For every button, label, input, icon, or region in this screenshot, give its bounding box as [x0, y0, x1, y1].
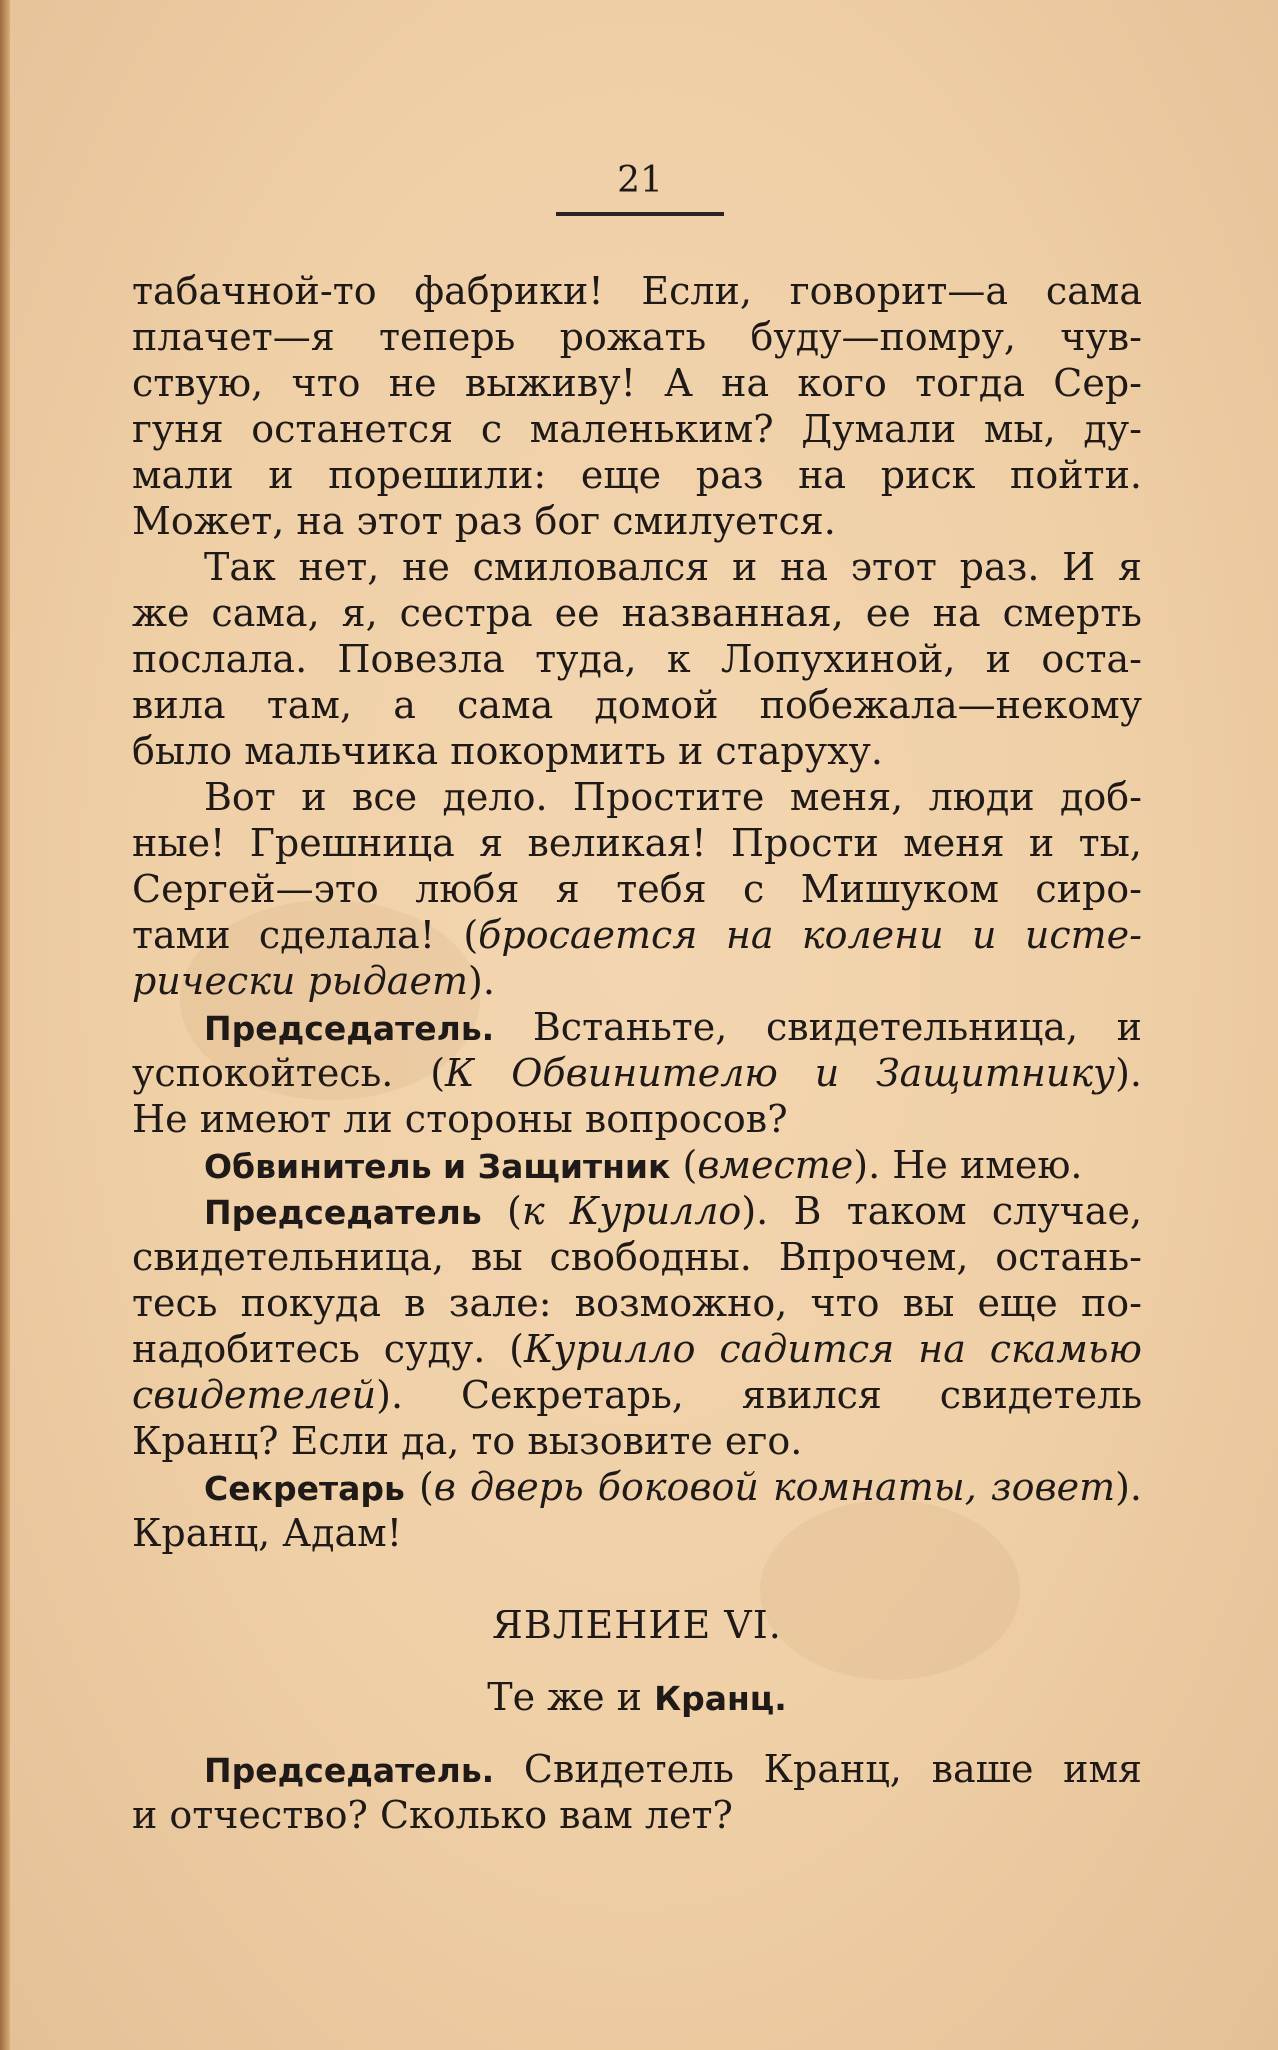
text-line: ные! Грешница я великая! Прости меня и ты,: [132, 821, 1142, 865]
speaker-name: Обвинитель и Защитник: [204, 1147, 671, 1186]
text-line: Так нет, не смиловался и на этот раз. И я: [204, 545, 1142, 589]
text-fragment: надобитесь суду.: [132, 1327, 486, 1371]
stage-direction: К Обвинителю и Защитнику: [445, 1051, 1116, 1095]
text-line: послала. Повезла туда, к Лопухиной, и оста-: [132, 637, 1142, 681]
speaker-name: Секретарь: [204, 1469, 405, 1508]
page-number-rule: [556, 212, 724, 216]
text-line: плачет—я теперь рожать буду—помру, чув-: [132, 315, 1142, 359]
text-line: Секретарь (в дверь боковой комнаты, зовет).: [204, 1465, 1143, 1509]
page-text: [132, 268, 1142, 1838]
speaker-name: Председатель.: [204, 1751, 495, 1790]
stage-direction: свидетелей: [132, 1373, 377, 1417]
text-line: ствую, что не выживу! А на кого тогда Сер-: [132, 361, 1142, 405]
text-line: Кранц? Если да, то вызовите его.: [132, 1419, 803, 1463]
text-line: мали и порешили: еще раз на риск пойти.: [132, 453, 1142, 497]
text-line: свидетельница, вы свободны. Впрочем, остань-: [132, 1235, 1142, 1279]
text-line: Вот и все дело. Простите меня, люди доб-: [204, 775, 1142, 819]
text-line: Может, на этот раз бог смилуется.: [132, 499, 836, 543]
text-line: было мальчика покормить и старуху.: [132, 729, 883, 773]
text-line: Председатель (к Курилло). В таком случае,: [204, 1189, 1143, 1233]
page-number: 21: [617, 160, 663, 201]
text-fragment: Секретарь, явился свидетель: [460, 1373, 1143, 1417]
stage-direction: в дверь боковой комнаты, зовет: [433, 1465, 1116, 1509]
text-line: гуня останется с маленьким? Думали мы, ду-: [132, 407, 1142, 451]
text-line: и отчество? Сколько вам лет?: [132, 1793, 733, 1837]
page-edge: [0, 0, 10, 2050]
text-line: Сергей—это любя я тебя с Мишуком сиро-: [132, 867, 1142, 911]
stage-direction: Курилло садится на скамью: [523, 1327, 1142, 1371]
text-fragment: Встаньте, свидетельница, и: [532, 1005, 1142, 1049]
text-line: [132, 1004, 1142, 1050]
text-line: табачной-то фабрики! Если, говорит—а сама: [132, 269, 1142, 313]
stage-direction: рически рыдает: [132, 959, 468, 1003]
text-line: тесь покуда в зале: возможно, что вы еще по-: [132, 1281, 1142, 1325]
text-line: успокойтесь. (К Обвинителю и Защитнику).: [132, 1051, 1142, 1095]
text-line: надобитесь суду. (Курилло садится на скамью: [132, 1327, 1142, 1371]
text-line: свидетелей). Секретарь, явился свидетель: [132, 1373, 1143, 1417]
text-fragment: успокойтесь.: [132, 1051, 394, 1095]
text-line: рически рыдает).: [132, 959, 495, 1003]
text-line: Не имеют ли стороны вопросов?: [132, 1097, 788, 1141]
text-fragment: В таком случае,: [793, 1189, 1143, 1233]
text-line: вила там, а сама домой побежала—некому: [132, 683, 1142, 727]
stage-direction: к Курилло: [521, 1189, 742, 1233]
speaker-name: Председатель: [204, 1193, 482, 1232]
text-line: Кранц, Адам!: [132, 1511, 402, 1555]
scene-characters: Те же и Кранц.: [487, 1675, 787, 1719]
text-line: тами сделала! (бросается на колени и исте-: [132, 913, 1142, 957]
speaker-name: Председатель.: [204, 1009, 495, 1048]
text-fragment: Свидетель Кранц, ваше имя: [523, 1747, 1142, 1791]
text-line: [132, 1746, 1142, 1792]
stage-direction: вместе: [697, 1143, 854, 1187]
speaker-name: Кранц.: [654, 1679, 787, 1718]
text-fragment: тами сделала!: [132, 913, 435, 957]
scene-heading: ЯВЛЕНИЕ VI.: [492, 1603, 782, 1647]
text-line: Обвинитель и Защитник (вместе). Не имею.: [204, 1143, 1083, 1187]
text-fragment: Не имею.: [892, 1143, 1083, 1187]
stage-direction: бросается на колени и исте-: [478, 913, 1142, 957]
text-line: же сама, я, сестра ее названная, ее на смерть: [132, 591, 1142, 635]
